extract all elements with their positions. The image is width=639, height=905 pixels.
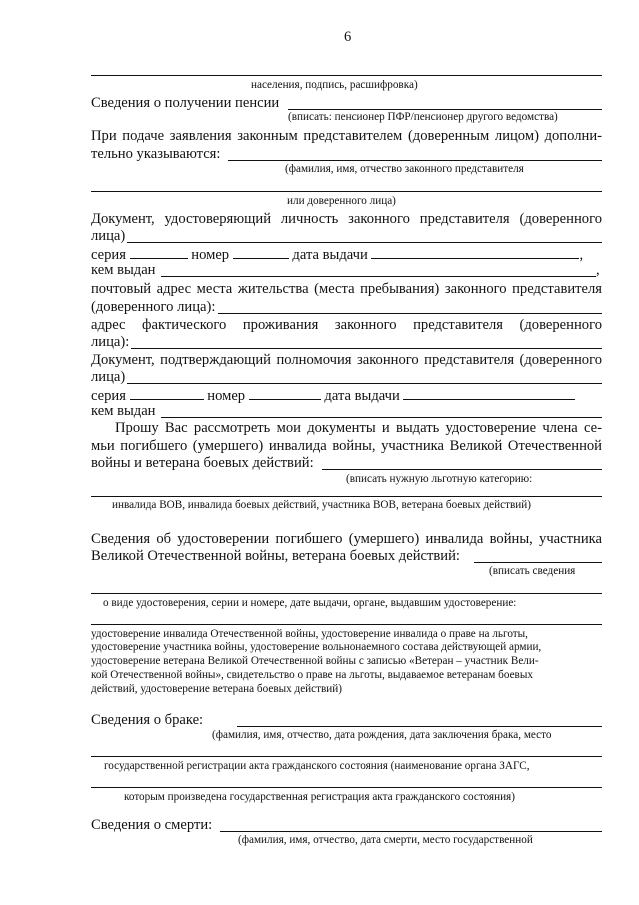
number-label: номер [207, 388, 246, 404]
certificate-field-3[interactable] [91, 624, 602, 625]
postal-address-field[interactable] [218, 313, 602, 314]
death-caption: (фамилия, имя, отчество, дата смерти, место государственной [238, 834, 533, 846]
certificate-line-2: Великой Отечественной войны, ветерана боевых действий: [91, 548, 460, 564]
authority-issued-by-label: кем выдан [91, 403, 156, 419]
certificate-types-line-4: кой Отечественной войны», свидетельство о праве на льготы, выдаваемое ветеранам боевых [91, 669, 533, 681]
identity-issued-by-label: кем выдан [91, 262, 156, 278]
issue-date-field[interactable] [371, 245, 579, 259]
certificate-field[interactable] [474, 562, 602, 563]
comma: , [596, 262, 600, 278]
identity-doc-line-1: Документ, удостоверяющий личность законного представителя (доверенного [91, 211, 602, 227]
benefit-category-caption: (вписать нужную льготную категорию: [346, 473, 533, 485]
number-field[interactable] [249, 386, 321, 400]
benefit-category-field[interactable] [322, 469, 602, 470]
marriage-caption-3: которым произведена государственная регистрация акта гражданского состояния) [124, 791, 515, 803]
death-label: Сведения о смерти: [91, 817, 213, 833]
blank-line[interactable] [91, 75, 602, 76]
issue-date-label: дата выдачи [292, 247, 368, 263]
issue-date-label: дата выдачи [324, 388, 400, 404]
postal-address-line-1: почтовый адрес места жительства (места пребывания) законного представителя [91, 281, 602, 297]
pension-caption: (вписать: пенсионер ПФР/пенсионер другого ведомства) [288, 111, 558, 123]
representative-name-caption-2: или доверенного лица) [287, 195, 396, 207]
number-field[interactable] [233, 245, 289, 259]
identity-issued-by-field[interactable] [161, 276, 596, 277]
certificate-line-1: Сведения об удостоверении погибшего (умершего) инвалида войны, участника [91, 531, 602, 547]
certificate-types-line-5: действий, удостоверение ветерана боевых действий) [91, 683, 342, 695]
authority-doc-line-2: лица) [91, 369, 126, 385]
caption-signature: населения, подпись, расшифровка) [251, 79, 418, 91]
number-label: номер [191, 247, 230, 263]
certificate-field-2[interactable] [91, 593, 602, 594]
marriage-field[interactable] [237, 726, 602, 727]
representative-name-field[interactable] [228, 160, 602, 161]
marriage-field-2[interactable] [91, 756, 602, 757]
authority-issued-by-field[interactable] [161, 417, 602, 418]
certificate-caption-2: о виде удостоверения, серии и номере, дате выдачи, органе, выдавшим удостоверение: [103, 597, 517, 609]
benefit-category-caption-2: инвалида ВОВ, инвалида боевых действий, участника ВОВ, ветерана боевых действий) [112, 499, 531, 511]
certificate-types-line-3: удостоверение ветерана Великой Отечественной войны с записью «Ветеран – участник Вели- [91, 655, 539, 667]
series-field[interactable] [130, 245, 188, 259]
certificate-types-line-1: удостоверение инвалида Отечественной войны, удостоверение инвалида о праве на льготы, [91, 628, 528, 640]
representative-name-caption: (фамилия, имя, отчество законного представителя [285, 163, 524, 175]
postal-address-line-2: (доверенного лица): [91, 299, 216, 315]
pension-field[interactable] [288, 109, 602, 110]
authority-doc-field[interactable] [127, 383, 602, 384]
authority-doc-line-1: Документ, подтверждающий полномочия законного представителя (доверенного [91, 352, 602, 368]
request-line-2: мьи погибшего (умершего) инвалида войны, участника Великой Отечественной [91, 438, 602, 454]
marriage-label: Сведения о браке: [91, 712, 204, 728]
identity-doc-field[interactable] [127, 242, 602, 243]
request-line-1: Прошу Вас рассмотреть мои документы и выдать удостоверение члена се- [115, 420, 602, 436]
comma: , [579, 247, 584, 263]
pension-label: Сведения о получении пенсии [91, 95, 280, 111]
benefit-category-field-2[interactable] [91, 496, 602, 497]
actual-address-line-1: адрес фактического проживания законного представителя (доверенного [91, 317, 602, 333]
request-line-3: войны и ветерана боевых действий: [91, 455, 314, 471]
certificate-caption: (вписать сведения [489, 565, 576, 577]
representative-paragraph-line-1: При подаче заявления законным представителем (доверенным лицом) дополни- [91, 128, 602, 144]
identity-series-row [91, 245, 583, 264]
marriage-field-3[interactable] [91, 787, 602, 788]
series-label: серия [91, 388, 126, 404]
certificate-types-line-2: удостоверение участника войны, удостоверение вольнонаемного состава действующей армии, [91, 641, 542, 653]
representative-paragraph-line-2: тельно указываются: [91, 146, 221, 162]
marriage-caption-2: государственной регистрации акта гражданского состояния (наименование органа ЗАГС, [104, 760, 530, 772]
actual-address-line-2: лица): [91, 334, 130, 350]
identity-doc-line-2: лица) [91, 228, 126, 244]
marriage-caption: (фамилия, имя, отчество, дата рождения, дата заключения брака, место [212, 729, 552, 741]
page-number: 6 [344, 29, 352, 45]
actual-address-field[interactable] [131, 348, 602, 349]
series-field[interactable] [130, 386, 204, 400]
representative-name-field-2[interactable] [91, 191, 602, 192]
death-field[interactable] [220, 831, 602, 832]
issue-date-field[interactable] [403, 386, 575, 400]
series-label: серия [91, 247, 126, 263]
authority-series-row [91, 386, 575, 405]
